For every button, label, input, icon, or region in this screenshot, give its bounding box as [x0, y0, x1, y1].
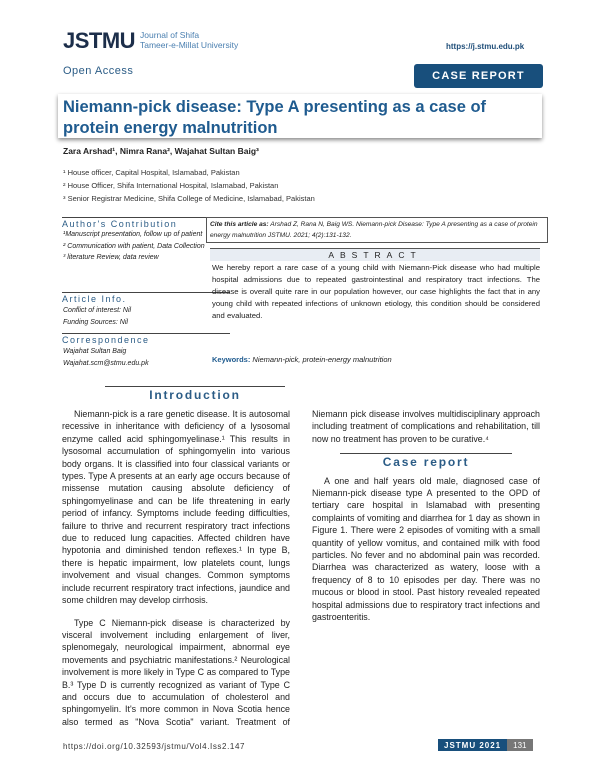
open-access-label: Open Access [63, 65, 134, 77]
citation-box [206, 217, 548, 243]
cite-text: Arshad Z, Rana N, Baig WS. Niemann-pick Disease: Type A presenting as a case of protein energy malnutrition JSTMU. 2021; 4(2):131-132. [210, 221, 538, 239]
footer-badge [438, 739, 533, 751]
paragraph: A one and half years old male, diagnosed case of Niemann-pick disease type A presented to the OPD of tertiary care hospital in Islamabad with presenting complaints of vomiting and diarrhea for 1 day as shown in Figure 1. There were 2 episodes of vomiting with a small quantity of yellow vomitus, and contained milk with food particles. No fever and no abdominal pain was recorded. Diarrhea was characterized as watery, loose with a frequency of 8 to 10 episodes per day. There was no mucous or blood in stool. Past history revealed repeated hospital admissions due to respiratory tract infections and gastroenteritis. [312, 475, 540, 623]
keywords [212, 355, 392, 364]
corr-name: Wajahat Sultan Baig [63, 348, 127, 355]
authors: Zara Arshad¹, Nimra Rana², Wajahat Sultan Baig³ [63, 146, 259, 156]
journal-name [140, 30, 238, 50]
affiliation: ³ Senior Registrar Medicine, Shifa College of Medicine, Islamabad, Pakistan [63, 194, 315, 203]
footer-journal: JSTMU 2021 [438, 739, 507, 751]
journal-name-line1: Journal of Shifa [140, 30, 200, 40]
cite-label: Cite this article as: [210, 221, 269, 228]
contrib-heading: Author's Contribution [62, 217, 230, 229]
journal-logo: JSTMU [63, 28, 136, 53]
journal-url[interactable]: https://j.stmu.edu.pk [446, 42, 525, 51]
intro-rule [105, 386, 285, 387]
journal-name-line2: Tameer-e-Millat University [140, 40, 239, 50]
contrib-item: ² Communication with patient, Data Collection [63, 242, 205, 250]
correspondence [63, 346, 231, 369]
contrib-item: ³ literature Review, data review [63, 254, 159, 261]
article-type-badge: CASE REPORT [414, 64, 543, 88]
affiliation: ² House Officer, Shifa International Hospital, Islamabad, Pakistan [63, 181, 279, 190]
info-item: Funding Sources: Nil [63, 318, 128, 326]
case-heading: Case report [340, 453, 512, 468]
abstract-heading: ABSTRACT [210, 248, 540, 261]
corr-email[interactable]: Wajahat.scm@stmu.edu.pk [63, 359, 149, 367]
abstract-text: We hereby report a rare case of a young child with Niemann-Pick disease who had multiple hospital admissions due to repeated gastrointestinal and respiratory tract infections. The disease is overall quite rare in our population however, our case highlights the fact that in any young child with repeated infections of unknown etiology, this condition should be considered and evaluated. [212, 263, 540, 320]
keywords-label: Keywords: [212, 355, 251, 364]
body-columns [62, 408, 540, 734]
article-info [63, 305, 231, 328]
article-info-heading: Article Info. [62, 292, 230, 304]
doi-link[interactable]: https://doi.org/10.32593/jstmu/Vol4.Iss2.147 [63, 742, 246, 751]
keywords-text: Niemann-pick, protein-energy malnutrition [250, 355, 392, 364]
affiliation: ¹ House officer, Capital Hospital, Islamabad, Pakistan [63, 168, 240, 177]
info-item: Conflict of interest: Nil [63, 307, 132, 314]
intro-heading: Introduction [149, 388, 241, 402]
article-title: Niemann-pick disease: Type A presenting as a case of protein energy malnutrition [63, 98, 487, 137]
page-number: 131 [507, 739, 532, 751]
correspondence-heading: Correspondence [62, 333, 230, 345]
paragraph: Niemann-pick is a rare genetic disease. It is autosomal recessive in inheritance with deficiency of a lysosomal enzyme called acid sphingomyelinase.¹ This results in lysosomal accumulation of sphingomyelin into various body organs. It is classified into four classical variants or types. Type A presents at an early age occurs because of missense mutation causing absolute deficiency of sphingomyelinase and can be life threatening in early period of infancy. Symptoms include feeding difficulties, failure to thrive and recurrent respiratory tract infections due to reduced lung capacities. Affected children have hypotonia and diminished tendon reflexes.¹ In type B, there is hepatic impairment, low platelets count, lungs involvement and visual changes. Common symptoms include recurrent respiratory tract infections, jaundice and some children may develop cirrhosis. [62, 409, 290, 606]
contrib-item: ¹Manuscript presentation, follow up of patient [63, 231, 203, 238]
paragraph: Type C Niemann-pick disease is characterized by visceral involvement including enlargement of liver, splenomegaly, neurological impairment, abnormal eye movements and psychiatric manifestations.² Neurological involvement is more likely in Type C as compared to Type B.³ Type D is currently recognized as variant of Type C and occurs due to accumulation of cholesterol and sphingomyelin. It's more common in Nova Scotia hence also termed as "Nova Scotia" variant. Treatment of Niemann pick disease involves multidisciplinary approach including treatment of complications and rehabilitation, till now no treatment has proven to be curative.⁴ [62, 409, 540, 727]
